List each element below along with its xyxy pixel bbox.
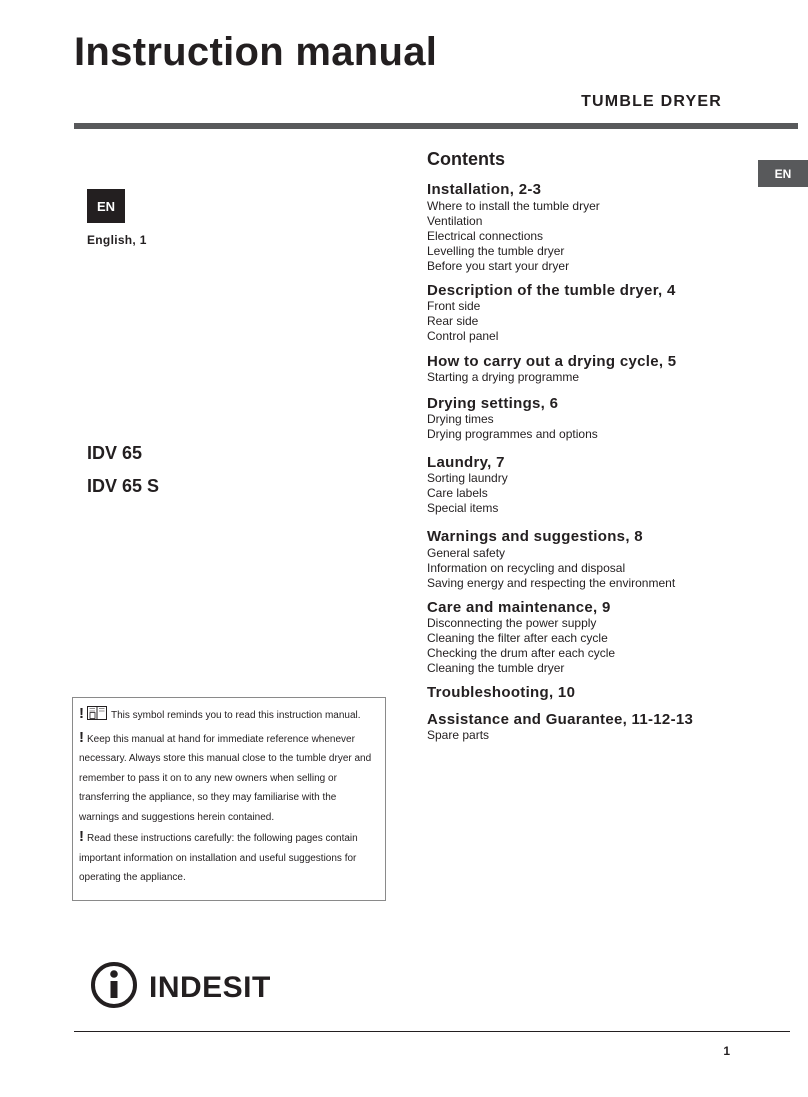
toc-item: Care labels <box>427 486 488 500</box>
toc-section-title[interactable]: Care and maintenance, 9 <box>427 599 611 616</box>
toc-section-items <box>427 616 615 676</box>
toc-item: Levelling the tumble dryer <box>427 244 565 258</box>
toc-section-items <box>427 199 600 274</box>
toc-item: Drying programmes and options <box>427 427 598 441</box>
toc-item: Control panel <box>427 329 499 343</box>
toc-section-title[interactable]: Description of the tumble dryer, 4 <box>427 282 676 299</box>
toc-item: Disconnecting the power supply <box>427 616 597 630</box>
toc-item: Where to install the tumble dryer <box>427 199 600 213</box>
model-name: IDV 65 S <box>87 476 160 496</box>
toc-section-items <box>427 370 579 385</box>
toc-section-items <box>427 412 598 442</box>
toc-item: General safety <box>427 546 506 560</box>
toc-item: Sorting laundry <box>427 471 508 485</box>
toc-section-items <box>427 299 498 344</box>
toc-section-title[interactable]: Warnings and suggestions, 8 <box>427 528 643 545</box>
toc-section-title[interactable]: Installation, 2-3 <box>427 181 542 198</box>
toc-section-items <box>427 728 489 743</box>
notice-box <box>72 697 386 901</box>
document-type: TUMBLE DRYER <box>581 93 722 110</box>
toc-item: Before you start your dryer <box>427 259 570 273</box>
toc-section-items <box>427 471 508 516</box>
toc-item: Starting a drying programme <box>427 370 580 384</box>
notice-paragraph <box>79 728 379 828</box>
model-name: IDV 65 <box>87 443 143 463</box>
toc-item: Ventilation <box>427 214 483 228</box>
language-page-link: English, 1 <box>87 233 147 247</box>
toc-section-items <box>427 546 675 591</box>
notice-text: This symbol reminds you to read this instruction manual. <box>111 710 361 721</box>
toc-section-title[interactable]: Troubleshooting, 10 <box>427 684 576 701</box>
toc-section-title[interactable]: Assistance and Guarantee, 11-12-13 <box>427 711 694 728</box>
indesit-logo-icon <box>89 960 139 1015</box>
contents-title: Contents <box>427 149 505 169</box>
toc-item: Cleaning the filter after each cycle <box>427 631 608 645</box>
toc-item: Drying times <box>427 412 494 426</box>
notice-paragraph <box>79 827 379 888</box>
toc-item: Information on recycling and disposal <box>427 561 626 575</box>
toc-section-title[interactable]: Laundry, 7 <box>427 454 505 471</box>
toc-item: Checking the drum after each cycle <box>427 646 616 660</box>
notice-paragraph <box>79 704 379 728</box>
toc-item: Rear side <box>427 314 479 328</box>
exclamation-icon: ! <box>79 705 84 722</box>
language-tab: EN <box>758 160 808 187</box>
page-title: Instruction manual <box>74 30 438 74</box>
toc-section-title[interactable]: Drying settings, 6 <box>427 395 559 412</box>
brand-name: INDESIT <box>149 970 271 1004</box>
exclamation-icon: ! <box>79 728 84 746</box>
toc-item: Spare parts <box>427 728 490 742</box>
brand-logo <box>89 960 271 1015</box>
toc-item: Special items <box>427 501 499 515</box>
toc-item: Front side <box>427 299 481 313</box>
language-badge: EN <box>87 189 125 223</box>
notice-text: Read these instructions carefully: the following pages contain important information on installation and useful suggestions for operating the appliance. <box>79 833 358 883</box>
page-number: 1 <box>723 1044 730 1058</box>
footer-rule <box>74 1031 790 1032</box>
toc-item: Saving energy and respecting the environment <box>427 576 676 590</box>
toc-section-title[interactable]: How to carry out a drying cycle, 5 <box>427 353 677 370</box>
toc-item: Cleaning the tumble dryer <box>427 661 565 675</box>
toc-item: Electrical connections <box>427 229 544 243</box>
book-icon <box>87 706 107 728</box>
exclamation-icon: ! <box>79 828 84 845</box>
notice-text: Keep this manual at hand for immediate reference whenever necessary. Always store this manual close to the tumble dryer and remember to pass it on to any new owners when selling or transferring the appliance, so they may familiarise with the warnings and suggestions herein contained. <box>79 733 372 823</box>
header-rule <box>74 123 798 129</box>
